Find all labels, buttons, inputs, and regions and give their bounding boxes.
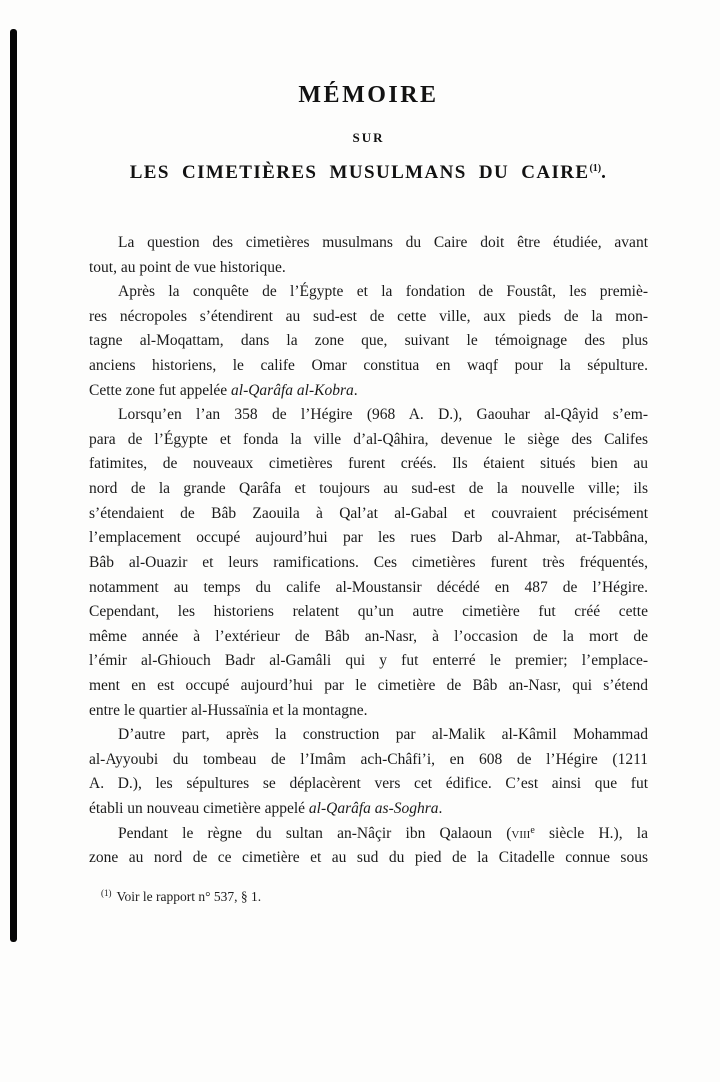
text-line: ment en est occupé aujourd’hui par le cimetière de Bâb an-Nasr, qui s’étend (89, 676, 648, 694)
text-line: Cette zone fut appelée al-Qarâfa al-Kobra. (89, 381, 358, 399)
text-line: para de l’Égypte et fonda la ville d’al-Qâhira, devenue le siège des Califes (89, 430, 648, 448)
text-line: anciens historiens, le calife Omar constitua en waqf pour la sépulture. (89, 357, 648, 375)
text-line: res nécropoles s’étendirent au sud-est de cette ville, aux pieds de la mon- (89, 307, 648, 325)
text-line: fatimites, de nouveaux cimetières furent créés. Ils étaient situés bien au (89, 455, 648, 473)
text-line: D’autre part, après la construction par al-Malik al-Kâmil Mohammad (118, 726, 648, 744)
text-line: établi un nouveau cimetière appelé al-Qarâfa as-Soghra. (89, 800, 443, 818)
document-title: MÉMOIRE (298, 82, 439, 108)
scan-gutter-bar (10, 29, 17, 942)
text-line: l’emplacement occupé aujourd’hui par les rues Darb al-Ahmar, at-Tabbâna, (89, 529, 648, 547)
text-line: s’étendaient de Bâb Zaouila à Qal’at al-Gabal et couvraient précisément (89, 504, 648, 522)
text-line: al-Ayyoubi du tombeau de l’Imâm ach-Châfi’i, en 608 de l’Hégire (1211 (89, 750, 648, 768)
text-line: l’émir al-Ghiouch Badr al-Gamâli qui y fut enterré le premier; l’emplace- (89, 652, 648, 670)
text-line: nord de la grande Qarâfa et toujours au sud-est de la nouvelle ville; ils (89, 480, 648, 498)
text-line: même année à l’extérieur de Bâb an-Nasr, à l’occasion de la mort de (89, 627, 648, 645)
text-line: Bâb al-Ouazir et leurs ramifications. Ces cimetières furent très fréquentés, (89, 553, 648, 571)
text-line: La question des cimetières musulmans du Caire doit être étudiée, avant (118, 234, 648, 251)
main-title-text: LES CIMETIÈRES MUSULMANS DU CAIRE (129, 162, 590, 183)
text-line: Après la conquête de l’Égypte et la fondation de Foustât, les premiè- (118, 283, 648, 301)
text-line: notamment au temps du calife al-Moustansir décédé en 487 de l’Hégire. (89, 578, 648, 596)
text-line: tagne al-Moqattam, dans la zone que, suivant le témoignage des plus (89, 332, 648, 350)
title-connector-sur: SUR (352, 130, 385, 145)
main-title (89, 162, 648, 184)
footnote-text: Voir le rapport n° 537, § 1. (116, 889, 262, 904)
footnote-marker: (1) (101, 888, 112, 898)
footnote (101, 888, 261, 905)
text-line: Cependant, les historiens relatent qu’un autre cimetière fut créé cette (89, 603, 648, 621)
text-line: entre le quartier al-Hussaïnia et la montagne. (89, 701, 368, 719)
body-text (89, 231, 648, 871)
text-line: Lorsqu’en l’an 358 de l’Hégire (968 A. D.), Gaouhar al-Qâyid s’em- (118, 406, 648, 424)
text-line: Pendant le règne du sultan an-Nâçir ibn Qalaoun (viii$^e$ siècle H.), la (118, 824, 648, 842)
text-line: A. D.), les sépultures se déplacèrent vers cet édifice. C’est ainsi que fut (89, 775, 648, 793)
footnote-reference-superscript: (1) (589, 163, 602, 174)
main-title-period: . (601, 162, 608, 183)
text-line: tout, au point de vue historique. (89, 258, 286, 276)
text-line: zone au nord de ce cimetière et au sud du pied de la Citadelle connue sous (89, 849, 648, 867)
